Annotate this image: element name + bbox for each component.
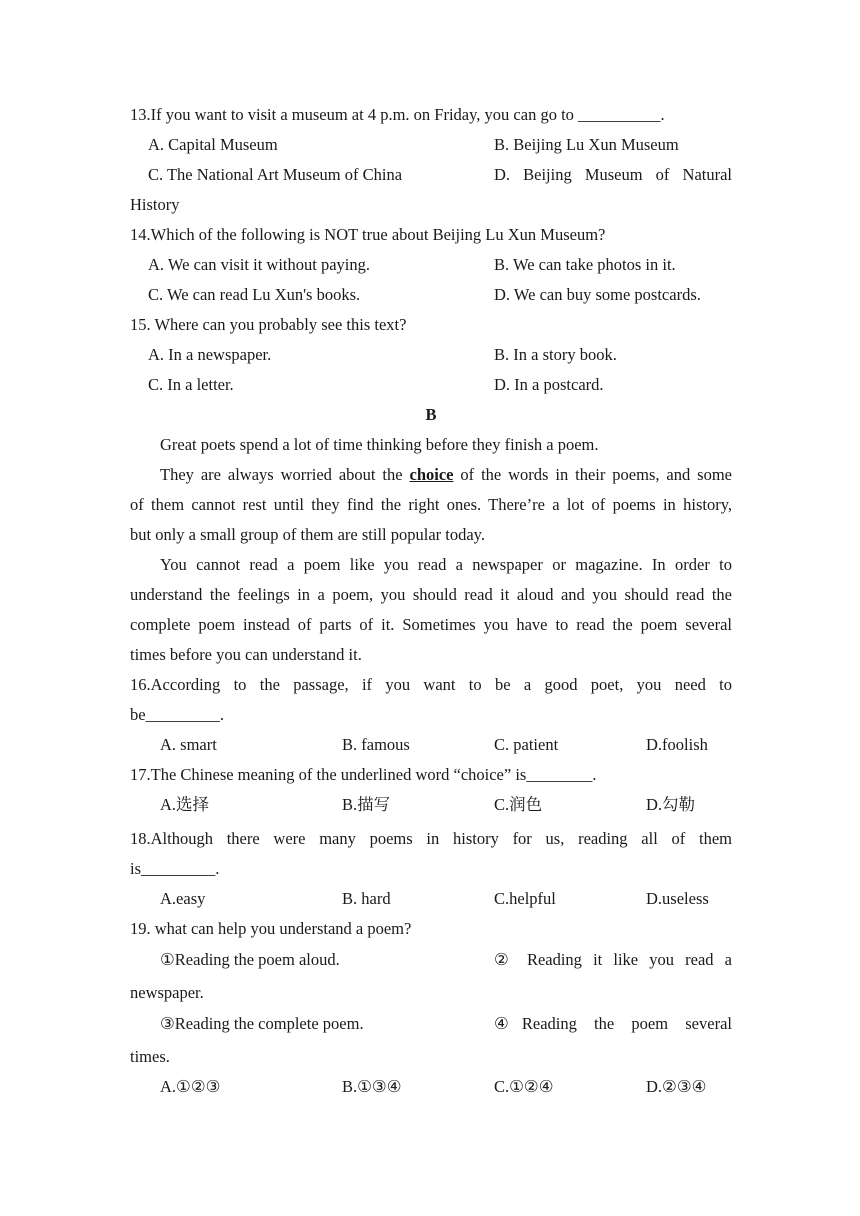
option-a: A.选择 [160,795,210,814]
option-c: C.①②④ [494,1077,554,1096]
question-15-stem: 15. Where can you probably see this text? [130,315,407,334]
option-a: A.easy [160,889,206,908]
option-d-continuation: History [130,195,180,214]
question-13-options-row2 [130,160,732,190]
option-d: D.勾勒 [646,795,696,814]
question-18-stem-cont: is_________. [130,859,220,878]
option-b: B. Beijing Lu Xun Museum [494,135,679,154]
question-18-options [130,884,732,914]
passage-paragraph-3-line-2: understand the feelings in a poem, you should read it aloud and you should read the [130,585,732,604]
option-b: B. In a story book. [494,345,617,364]
statement-4-continuation: times. [130,1047,170,1066]
question-19-statements-row2 [130,1009,732,1039]
question-13-options-row1 [130,130,732,160]
underlined-word: choice [409,465,454,484]
passage-paragraph-3-line-4: times before you can understand it. [130,645,362,664]
passage-paragraph-2-line-1 [160,460,732,490]
option-b: B.描写 [342,795,391,814]
question-14-options-row1 [130,250,732,280]
statement-2: ② Reading it like you read a [494,950,732,969]
option-b: B. We can take photos in it. [494,255,676,274]
question-14-stem: 14.Which of the following is NOT true about Beijing Lu Xun Museum? [130,225,606,244]
option-d: D.②③④ [646,1077,707,1096]
text-fragment: of the words in their poems, and some [453,465,732,484]
option-c: C. In a letter. [148,375,234,394]
option-b: B. hard [342,889,391,908]
option-b: B.①③④ [342,1077,402,1096]
option-c: C. We can read Lu Xun's books. [148,285,361,304]
option-a: A. We can visit it without paying. [148,255,371,274]
passage-paragraph-3-line-3: complete poem instead of parts of it. Sometimes you have to read the poem several [130,615,732,634]
option-c: C.润色 [494,795,543,814]
option-c: C. patient [494,735,559,754]
question-16-stem-cont: be_________. [130,705,224,724]
passage-paragraph-1: Great poets spend a lot of time thinking before they finish a poem. [160,435,599,454]
option-a: A. smart [160,735,217,754]
question-18-stem: 18.Although there were many poems in history for us, reading all of them [130,829,732,848]
option-a: A.①②③ [160,1077,221,1096]
question-15-options-row1 [130,340,732,370]
passage-paragraph-2-line-3: but only a small group of them are still popular today. [130,525,485,544]
option-b: B. famous [342,735,410,754]
section-heading: B [425,405,437,424]
statement-4: ④Reading the poem several [494,1014,732,1033]
option-c: C. The National Art Museum of China [148,165,403,184]
statement-1: ①Reading the poem aloud. [160,950,340,969]
question-16-stem: 16.According to the passage, if you want to be a good poet, you need to [130,675,732,694]
option-d: D. In a postcard. [494,375,604,394]
question-19-statements-row1 [130,945,732,975]
option-d: D.useless [646,889,709,908]
statement-3: ③Reading the complete poem. [160,1014,364,1033]
option-d: D. Beijing Museum of Natural [494,165,732,184]
question-19-stem: 19. what can help you understand a poem? [130,919,412,938]
question-14-options-row2 [130,280,732,310]
passage-paragraph-3-line-1: You cannot read a poem like you read a newspaper or magazine. In order to [160,555,732,574]
question-17-stem: 17.The Chinese meaning of the underlined word “choice” is________. [130,765,597,784]
question-17-options [130,790,732,820]
question-16-options [130,730,732,760]
option-d: D. We can buy some postcards. [494,285,701,304]
text-fragment: They are always worried about the [160,465,410,484]
option-a: A. Capital Museum [148,135,278,154]
question-13-stem: 13.If you want to visit a museum at 4 p.m. on Friday, you can go to __________. [130,105,665,124]
option-d: D.foolish [646,735,708,754]
option-c: C.helpful [494,889,556,908]
question-19-options [130,1072,732,1102]
statement-2-continuation: newspaper. [130,983,204,1002]
option-a: A. In a newspaper. [148,345,272,364]
question-15-options-row2 [130,370,732,400]
passage-paragraph-2-line-2: of them cannot rest until they find the right ones. There’re a lot of poems in history, [130,495,732,514]
